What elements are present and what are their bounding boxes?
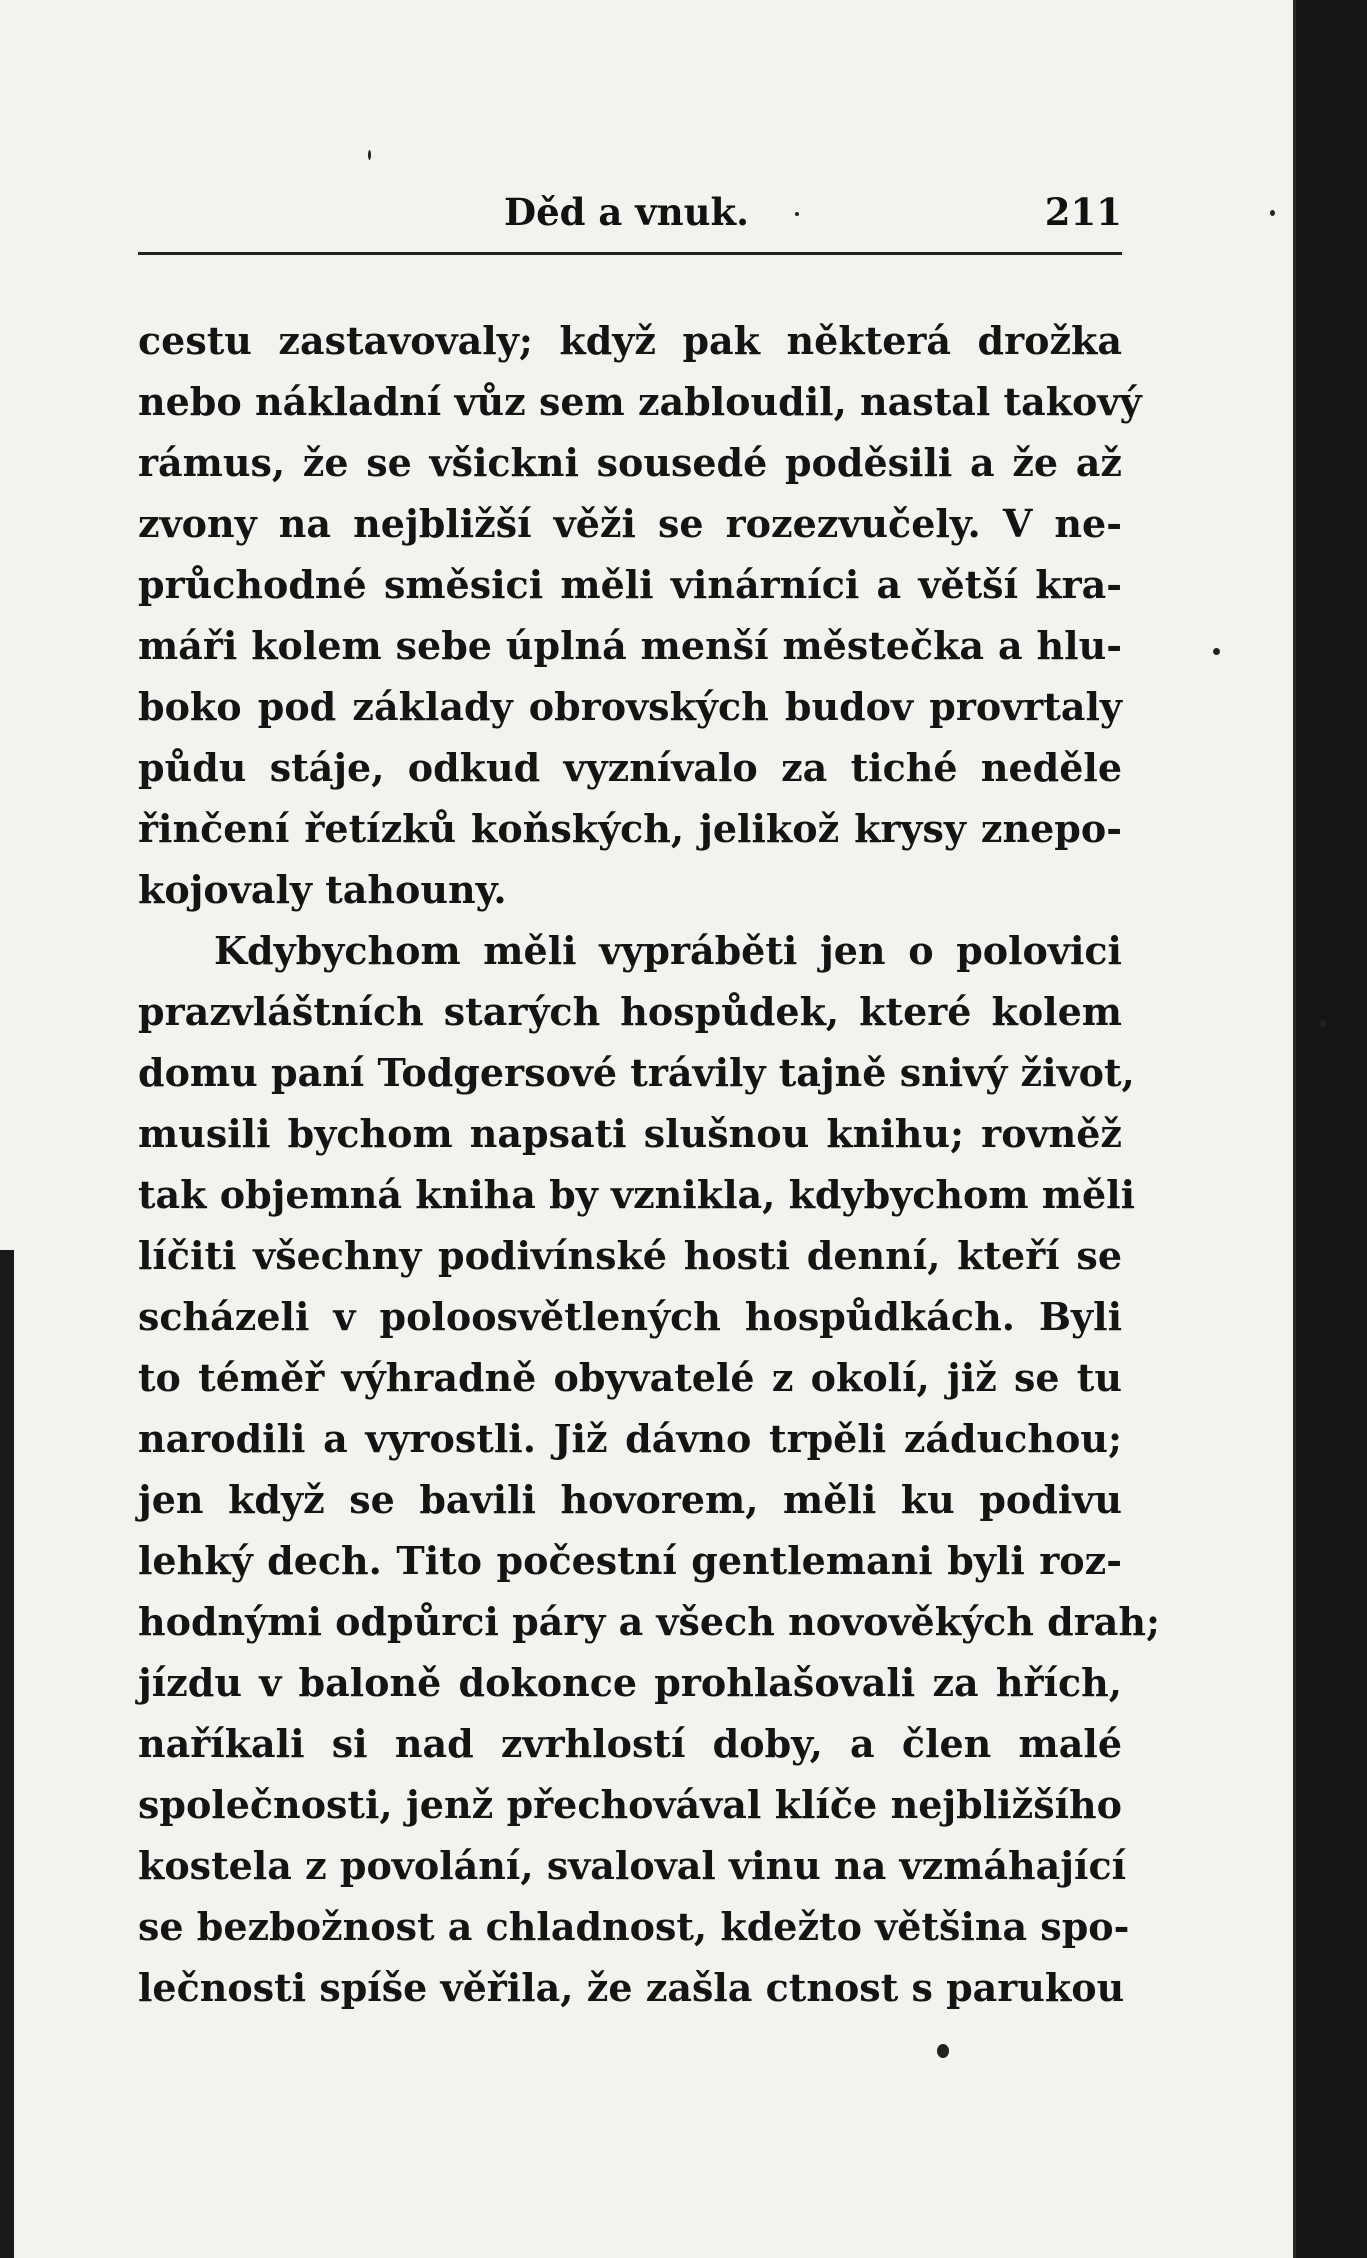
scan-speck — [1213, 648, 1220, 655]
scan-speck — [368, 150, 371, 160]
text-line: zvony na nejbližší věži se rozezvučely. V ne- — [138, 501, 1122, 546]
body-text — [138, 310, 1161, 2018]
text-line: lehký dech. Tito počestní gentlemani byli roz- — [138, 1538, 1122, 1583]
text-line: jízdu v baloně dokonce prohlašovali za hřích, — [138, 1660, 1122, 1705]
text-line: boko pod základy obrovských budov provrtaly — [138, 684, 1122, 729]
scan-speck — [1320, 1020, 1326, 1027]
text-line: kostela z povolání, svaloval vinu na vzmáhající — [138, 1843, 1127, 1888]
text-line: to téměř výhradně obyvatelé z okolí, již se tu — [138, 1355, 1122, 1400]
text-line: cestu zastavovaly; když pak některá drožka — [138, 318, 1122, 363]
scan-speck — [1270, 210, 1275, 216]
text-line: líčiti všechny podivínské hosti denní, kteří se — [138, 1233, 1122, 1278]
header-rule — [138, 252, 1122, 255]
text-line: tak objemná kniha by vznikla, kdybychom měli — [138, 1172, 1136, 1217]
running-head — [138, 186, 1122, 246]
text-line: musili bychom napsati slušnou knihu; rovněž — [138, 1111, 1122, 1156]
scan-edge-shadow — [0, 1250, 14, 2258]
text-line: máři kolem sebe úplná menší městečka a hlu- — [138, 623, 1122, 668]
text-line: scházeli v poloosvětlených hospůdkách. Byli — [138, 1294, 1122, 1339]
scan-speck — [937, 2044, 949, 2058]
text-line: půdu stáje, odkud vyznívalo za tiché neděle — [138, 745, 1122, 790]
text-line: jen když se bavili hovorem, měli ku podivu — [138, 1477, 1122, 1522]
text-line: kojovaly tahouny. — [138, 867, 507, 912]
text-line: nebo nákladní vůz sem zabloudil, nastal takový — [138, 379, 1142, 424]
text-line: společnosti, jenž přechovával klíče nejbližšího — [138, 1782, 1122, 1827]
text-line: průchodné směsici měli vinárníci a větší kra- — [138, 562, 1122, 607]
scan-speck — [795, 212, 799, 216]
text-line: Kdybychom měli vypráběti jen o polovici — [214, 928, 1122, 973]
running-title: Děd a vnuk. — [504, 190, 750, 234]
text-line: rámus, že se všickni sousedé poděsili a že až — [138, 440, 1122, 485]
text-line: řinčení řetízků koňských, jelikož krysy znepo- — [138, 806, 1122, 851]
text-line: naříkali si nad zvrhlostí doby, a člen malé — [138, 1721, 1122, 1766]
text-line: prazvláštních starých hospůdek, které kolem — [138, 989, 1122, 1034]
text-line: se bezbožnost a chladnost, kdežto většina spo- — [138, 1904, 1130, 1949]
text-line: domu paní Todgersové trávily tajně snivý život, — [138, 1050, 1135, 1095]
page-number: 211 — [1044, 190, 1122, 234]
text-line: hodnými odpůrci páry a všech novověkých drah; — [138, 1599, 1161, 1644]
text-line: lečnosti spíše věřila, že zašla ctnost s parukou — [138, 1965, 1125, 2010]
text-line: narodili a vyrostli. Již dávno trpěli záduchou; — [138, 1416, 1122, 1461]
